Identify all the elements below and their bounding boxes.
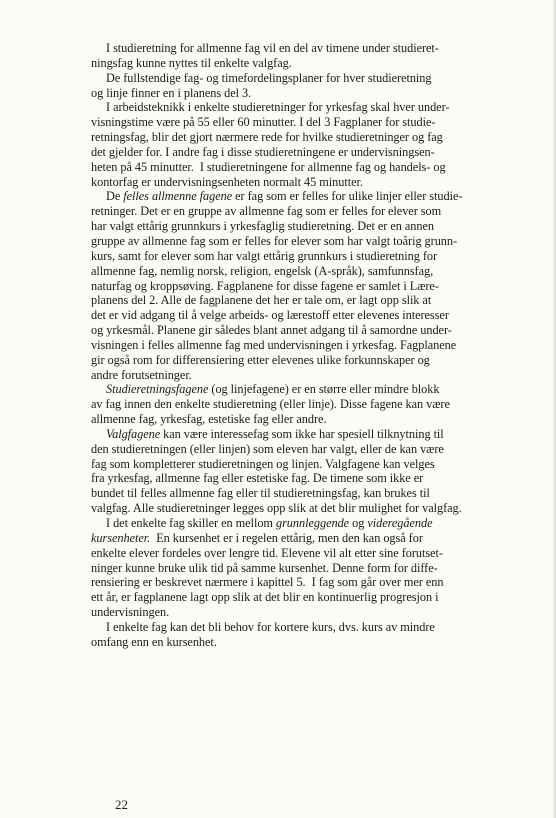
italic-term: Studieretningsfagene [106, 382, 209, 397]
text-line: det gjelder for. I andre fag i disse studieretningene er undervisningsen- [91, 144, 435, 159]
text-line: fag som kompletterer studieretningen og linjen. Valgfagene kan velges [91, 456, 435, 471]
text-line: De felles allmenne fagene er fag som er felles for ulike linjer eller studie- [106, 189, 463, 204]
text-line: bundet til felles allmenne fag eller til studieretningsfag, kan brukes til [91, 486, 430, 501]
text-line: kontorfag er undervisningsenheten normalt 45 minutter. [91, 174, 363, 189]
text-line: I arbeidsteknikk i enkelte studieretninger for yrkesfag skal hver under- [106, 100, 450, 115]
text-line: undervisningen. [91, 605, 170, 620]
text-line: rensiering er beskrevet nærmere i kapittel 5. I fag som går over mer enn [91, 575, 444, 590]
text-line: planens del 2. Alle de fagplanene det her er tale om, er lagt opp slik at [91, 293, 432, 308]
text-line: ninger kunne bruke ulik tid på samme kursenhet. Denne form for diffe- [91, 560, 438, 575]
text-line: ningsfag kunne nyttes til enkelte valgfag. [91, 55, 292, 70]
body-text [91, 41, 521, 650]
text-line: valgfag. Alle studieretninger legges opp slik at det blir mulighet for valgfag. [91, 501, 462, 516]
italic-term: Valgfagene [106, 426, 161, 441]
text-line: Valgfagene kan være interessefag som ikke har spesiell tilknytning til [106, 426, 444, 441]
text-line: andre forutsetninger. [91, 367, 192, 382]
text-line: omfang enn en kursenhet. [91, 634, 217, 649]
text-line: og yrkesmål. Planene gir således blant annet adgang til å samordne under- [91, 323, 452, 338]
text-line: retningsfag, blir det gjort nærmere rede for hvilke studieretninger og fag [91, 130, 443, 145]
italic-term: felles allmenne fagene [123, 189, 233, 204]
text-line: gir også rom for differensiering etter elevenes ulike forkunnskaper og [91, 352, 430, 367]
text-line: naturfag og kroppsøving. Fagplanene for disse fagene er samlet i Lære- [91, 278, 439, 293]
italic-term: videregående [367, 516, 433, 530]
text-line: fra yrkesfag, allmenne fag eller estetiske fag. De timene som ikke er [91, 471, 424, 486]
page-number: 22 [115, 797, 128, 812]
text-line: enkelte elever fordeles over lengre tid. Elevene vil alt etter sine forutset- [91, 545, 443, 560]
text-line: Studieretningsfagene (og linjefagene) er en større eller mindre blokk [106, 382, 440, 397]
italic-term: kursenheter. [91, 530, 151, 545]
text-line: det er vid adgang til å velge arbeids- og lærestoff etter elevenes interesser [91, 308, 449, 323]
text-line: den studieretningen (eller linjen) som eleven har valgt, eller de kan være [91, 441, 444, 456]
text-line: heten på 45 minutter. I studieretningene for allmenne fag og handels- og [91, 159, 446, 174]
text-line: har valgt ettårig grunnkurs i yrkesfaglig studieretning. Det er en annen [91, 219, 434, 234]
text-line: I enkelte fag kan det bli behov for kortere kurs, dvs. kurs av mindre [106, 619, 435, 634]
text-line: gruppe av allmenne fag som er felles for elever som har valgt toårig grunn- [91, 233, 458, 248]
text-line: visningstime være på 55 eller 60 minutter. I del 3 Fagplaner for studie- [91, 115, 436, 130]
text-line: allmenne fag, nemlig norsk, religion, engelsk (A-språk), samfunnsfag, [91, 263, 434, 278]
text-line: kursenheter. En kursenhet er i regelen ettårig, men den kan også for [91, 530, 423, 545]
italic-term: grunnleggende [275, 516, 350, 530]
text-line: I det enkelte fag skiller en mellom grunnleggende og videregående [106, 516, 433, 530]
text-line: De fullstendige fag- og timefordelingsplaner for hver studieretning [106, 70, 432, 85]
text-line: ett år, er fagplanene lagt opp slik at det blir en kontinuerlig progresjon i [91, 590, 439, 605]
text-line: av fag innen den enkelte studieretning (eller linje). Disse fagene kan være [91, 397, 450, 412]
text-line: I studieretning for allmenne fag vil en del av timene under studieret- [106, 41, 439, 55]
text-line: visningen i felles allmenne fag med undervisningen i yrkesfag. Fagplanene [91, 337, 457, 352]
text-line: retninger. Det er en gruppe av allmenne fag som er felles for elever som [91, 204, 442, 219]
text-line: og linje finner en i planens del 3. [91, 85, 252, 100]
text-line: allmenne fag, yrkesfag, estetiske fag eller andre. [91, 412, 327, 427]
text-line: kurs, samt for elever som har valgt ettårig grunnkurs i studieretning for [91, 248, 438, 263]
